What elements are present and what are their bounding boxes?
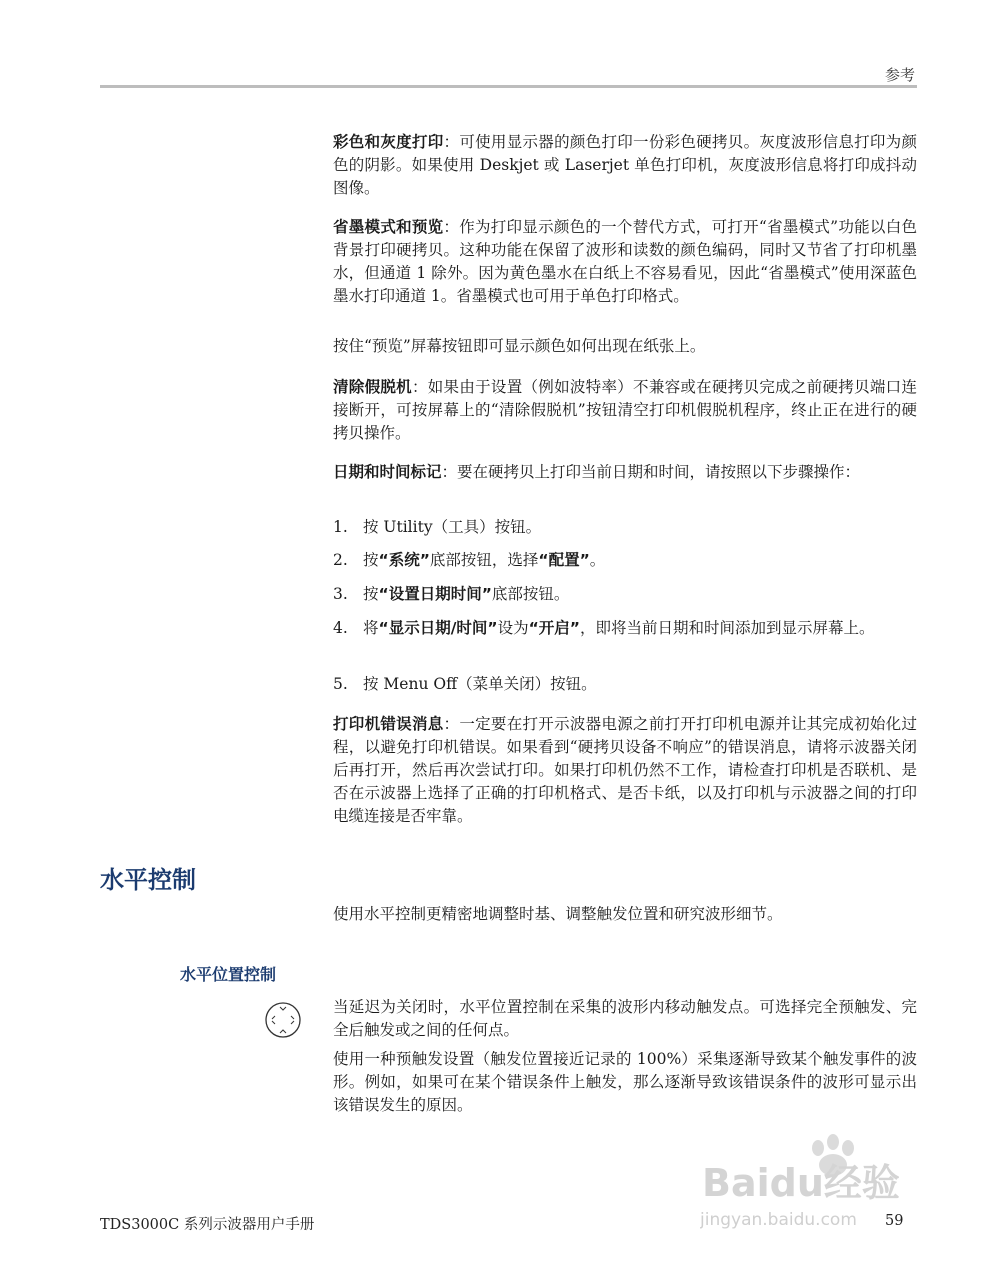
subsection-p2-text: 使用一种预触发设置（触发位置接近记录的 100%）采集逐渐导致某个触发事件的波形。例如，如果可在某个错误条件上触发，那么逐渐导致该错误条件的波形可显示出该错误发生的原因。 (333, 1050, 917, 1114)
step-text-part: 将 (363, 619, 379, 637)
footer-page-number: 59 (885, 1213, 904, 1229)
ink-saver-text: 作为打印显示颜色的一个替代方式，可打开“省墨模式”功能以白色背景打印硬拷贝。这种功能在保留了波形和读数的颜色编码，同时又节省了打印机墨水，但通道 1 除外。因为黄色墨水在白纸上不容易看见，因此“省墨模式”使用深蓝色墨水打印通道 1。省墨模式也可用于单色打印格式。 (333, 218, 917, 305)
term-separator: ： (443, 218, 460, 236)
step-number: 4. (333, 619, 348, 637)
step-bold-label: “设置日期时间” (378, 585, 492, 603)
clear-spool-text: 如果由于设置（例如波特率）不兼容或在硬拷贝完成之前硬拷贝端口连接断开，可按屏幕上的“清除假脱机”按钮清空打印机假脱机程序，终止正在进行的硬拷贝操作。 (333, 378, 917, 442)
paragraph-ink-saver (333, 216, 917, 308)
term-separator: ： (441, 463, 458, 481)
watermark-url: jingyan.baidu.com (700, 1210, 857, 1230)
paragraph-printer-error (333, 713, 917, 828)
step-text-part: 按 (363, 551, 379, 569)
preview-text: 按住“预览”屏幕按钮即可显示颜色如何出现在纸张上。 (333, 337, 706, 355)
footer-manual-title: TDS3000C 系列示波器用户手册 (100, 1217, 315, 1233)
section-heading: 水平控制 (100, 866, 196, 894)
step-text-part: 底部按钮。 (491, 585, 570, 603)
paragraph-preview (333, 335, 917, 358)
step-text-part: 底部按钮，选择 (429, 551, 539, 569)
step-text-part: 按 Menu Off（菜单关闭）按钮。 (363, 675, 597, 693)
step-text (363, 673, 917, 696)
term-separator: ： (443, 133, 460, 151)
section-intro (333, 903, 917, 926)
step-bold-label: “系统” (378, 551, 430, 569)
date-time-text: 要在硬拷贝上打印当前日期和时间，请按照以下步骤操作： (457, 463, 861, 481)
watermark-brand: Baidu经验 (702, 1161, 900, 1205)
term-color-print: 彩色和灰度打印 (333, 133, 444, 151)
subsection-p1-text: 当延迟为关闭时，水平位置控制在采集的波形内移动触发点。可选择完全预触发、完全后触发或之间的任何点。 (333, 998, 917, 1039)
step-bold-label: “显示日期/时间” (378, 619, 498, 637)
step-text-part: 。 (589, 551, 606, 569)
subsection-heading: 水平位置控制 (180, 965, 277, 984)
term-clear-spool: 清除假脱机 (333, 378, 412, 396)
term-printer-error: 打印机错误消息 (333, 715, 444, 733)
header-section-label: 参考 (884, 66, 915, 84)
header-rule (100, 85, 917, 88)
step-text (363, 549, 917, 572)
step-number: 3. (333, 585, 348, 603)
term-date-time: 日期和时间标记 (333, 463, 442, 481)
term-ink-saver: 省墨模式和预览 (333, 218, 444, 236)
step-bold-label: “开启” (528, 619, 580, 637)
step-text (363, 516, 917, 539)
paragraph-color-print (333, 131, 917, 200)
term-separator: ： (411, 378, 428, 396)
step-text-part: 设为 (497, 619, 529, 637)
step-text-part: 按 (363, 585, 379, 603)
paragraph-clear-spool (333, 376, 917, 445)
printer-error-text: 一定要在打开示波器电源之前打开打印机电源并让其完成初始化过程，以避免打印机错误。如果看到“硬拷贝设备不响应”的错误消息，请将示波器关闭后再打开，然后再次尝试打印。如果打印机仍然不工作，请检查打印机是否联机、是否在示波器上选择了正确的打印机格式、是否卡纸，以及打印机与示波器之间的打印电缆连接是否牢靠。 (333, 715, 917, 825)
rotary-knob-icon (263, 1000, 303, 1040)
step-number: 1. (333, 518, 348, 536)
subsection-paragraph-1 (333, 996, 917, 1042)
step-number: 2. (333, 551, 348, 569)
step-bold-label: “配置” (538, 551, 590, 569)
section-intro-text: 使用水平控制更精密地调整时基、调整触发位置和研究波形细节。 (333, 905, 783, 923)
step-text (363, 583, 917, 606)
step-number: 5. (333, 675, 348, 693)
step-text (363, 617, 917, 640)
step-text-part: 按 Utility（工具）按钮。 (363, 518, 542, 536)
step-text-part: ，即将当前日期和时间添加到显示屏幕上。 (579, 619, 875, 637)
color-print-text: 可使用显示器的颜色打印一份彩色硬拷贝。灰度波形信息打印为颜色的阴影。如果使用 Deskjet 或 Laserjet 单色打印机，灰度波形信息将打印成抖动图像。 (333, 133, 917, 197)
paragraph-date-time (333, 461, 917, 484)
term-separator: ： (443, 715, 460, 733)
subsection-paragraph-2 (333, 1048, 917, 1117)
